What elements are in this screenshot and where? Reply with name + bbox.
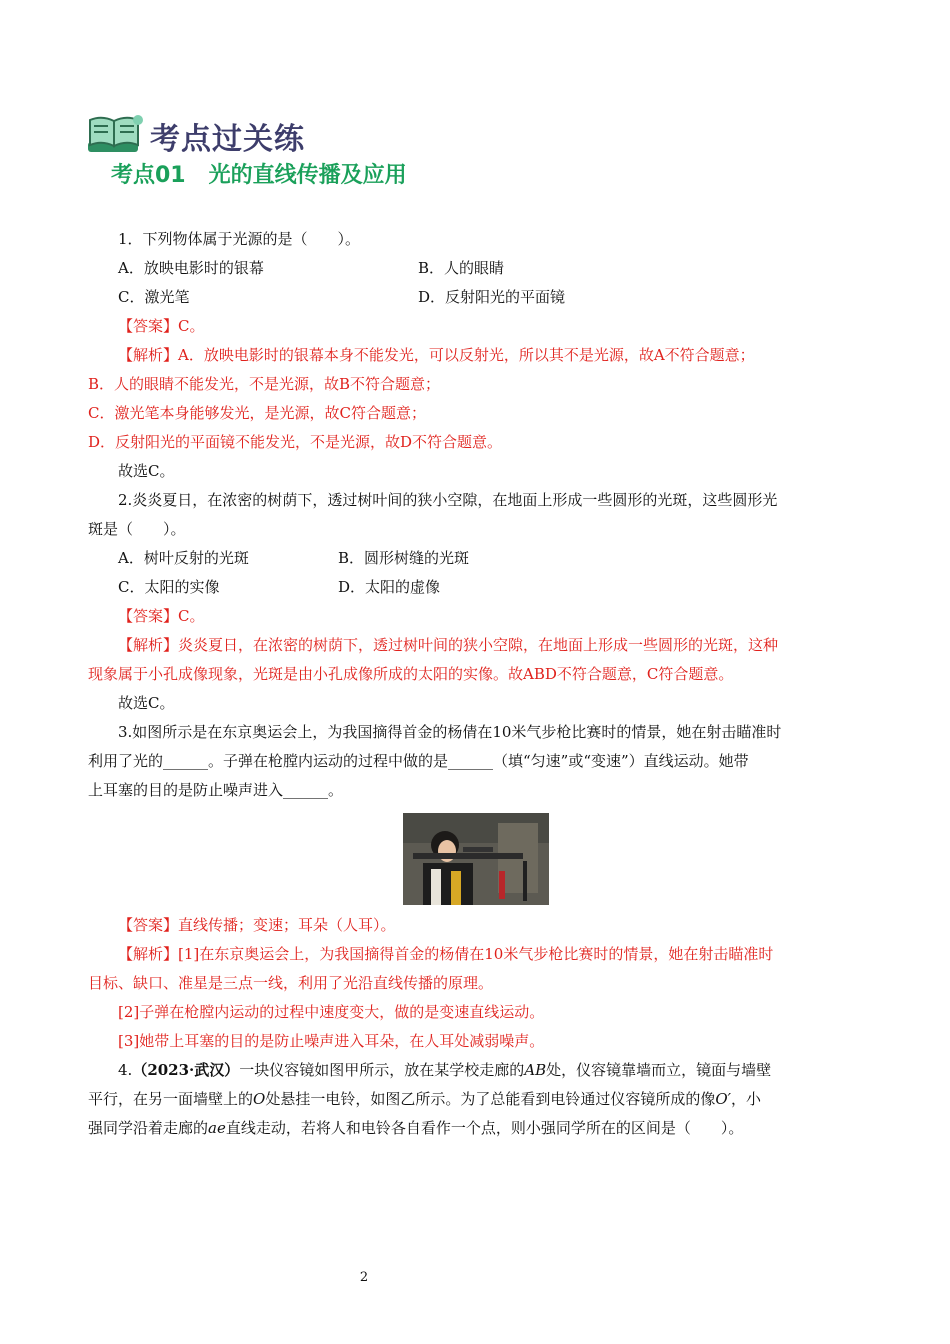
q4-source: （2023·武汉） (132, 1061, 240, 1079)
q1-conclusion: 故选C。 (118, 462, 175, 480)
answer-tag: 【答案】 (118, 916, 179, 934)
var-o: O (253, 1090, 266, 1108)
q2-option-c: C．太阳的实像 (118, 578, 220, 596)
answer-text: C。 (178, 607, 205, 625)
q1-analysis-4: D．反射阳光的平面镜不能发光，不是光源，故D不符合题意。 (88, 433, 503, 451)
q4-text: 直线走动，若将人和电铃各自看作一个点，则小强同学所在的区间是（ ）。 (225, 1119, 744, 1137)
q2-analysis-2: 现象属于小孔成像现象，光斑是由小孔成像所成的太阳的实像。故ABD不符合题意，C符合题意。 (88, 665, 734, 683)
q3-stem-1: 3.如图所示是在东京奥运会上，为我国摘得首金的杨倩在10米气步枪比赛时的情景，她在射击瞄准时 (118, 723, 782, 741)
q4-number: 4. (118, 1061, 133, 1079)
banner-title: 考点过关练 (150, 122, 305, 157)
q1-analysis-3: C．激光笔本身能够发光，是光源，故C符合题意； (88, 404, 426, 422)
q2-stem-2: 斑是（ ）。 (88, 520, 186, 538)
analysis-text: [1]在东京奥运会上，为我国摘得首金的杨倩在10米气步枪比赛时的情景，她在射击瞄准时 (178, 945, 774, 963)
answer-tag: 【答案】 (118, 607, 179, 625)
q4-stem-2 (88, 1085, 863, 1114)
analysis-text: 炎炎夏日，在浓密的树荫下，透过树叶间的狭小空隙，在地面上形成一些圆形的光斑，这种 (178, 636, 779, 654)
q3-stem-2: 利用了光的______。子弹在枪膛内运动的过程中做的是______（填“匀速”或“变速”）直线运动。她带 (88, 752, 749, 770)
q2-option-a: A．树叶反射的光斑 (118, 549, 249, 567)
q3-stem-3: 上耳塞的目的是防止噪声进入______。 (88, 781, 344, 799)
q4-stem-1 (88, 1056, 863, 1085)
q4-text: ，小 (731, 1090, 762, 1108)
q2-option-b: B．圆形树缝的光斑 (338, 549, 470, 567)
q2-stem-1: 2.炎炎夏日，在浓密的树荫下，透过树叶间的狭小空隙，在地面上形成一些圆形的光斑，这些圆形光 (118, 491, 778, 509)
answer-tag: 【答案】 (118, 317, 179, 335)
q3-analysis-1 (88, 940, 863, 969)
q1-stem: 1．下列物体属于光源的是（ ）。 (118, 230, 361, 248)
q3-answer (88, 911, 863, 940)
analysis-text: A．放映电影时的银幕本身不能发光，可以反射光，所以其不是光源，故A不符合题意； (178, 346, 755, 364)
book-icon (86, 112, 144, 160)
var-o-prime: O′ (715, 1090, 732, 1108)
q1-analysis-2: B．人的眼睛不能发光，不是光源，故B不符合题意； (88, 375, 441, 393)
q1-option-c: C．激光笔 (118, 288, 190, 306)
q4-text: 处悬挂一电铃，如图乙所示。为了总能看到电铃通过仪容镜所成的像 (265, 1090, 716, 1108)
answer-text: 直线传播；变速；耳朵（人耳）。 (178, 916, 396, 934)
q1-option-d: D．反射阳光的平面镜 (418, 288, 566, 306)
q2-option-d: D．太阳的虚像 (338, 578, 441, 596)
q4-stem-3 (88, 1114, 863, 1143)
q2-conclusion: 故选C。 (118, 694, 175, 712)
q2-options-row-1 (88, 544, 863, 573)
q1-option-b: B．人的眼睛 (418, 259, 505, 277)
q4-text: 一块仪容镜如图甲所示，放在某学校走廊的 (239, 1061, 525, 1079)
q2-answer (88, 602, 863, 631)
analysis-tag: 【解析】 (118, 636, 179, 654)
section-heading: 考点01 光的直线传播及应用 (111, 163, 407, 188)
section-banner (86, 114, 305, 158)
analysis-tag: 【解析】 (118, 945, 179, 963)
q1-answer (88, 312, 863, 341)
q4-text: 处，仪容镜靠墙而立，镜面与墙壁 (546, 1061, 772, 1079)
var-ab: AB (524, 1061, 547, 1079)
analysis-tag: 【解析】 (118, 346, 179, 364)
q1-options-row-1 (88, 254, 863, 283)
q3-analysis-2: 目标、缺口、准星是三点一线，利用了光沿直线传播的原理。 (88, 974, 494, 992)
document-body (88, 225, 863, 1143)
q3-analysis-4: [3]她带上耳塞的目的是防止噪声进入耳朵，在人耳处减弱噪声。 (118, 1032, 545, 1050)
q1-option-a: A．放映电影时的银幕 (118, 259, 264, 277)
var-ae: ae (208, 1119, 226, 1137)
q1-options-row-2 (88, 283, 863, 312)
q4-text: 平行，在另一面墙壁上的 (88, 1090, 254, 1108)
page-number: 2 (359, 1270, 369, 1285)
q4-text: 强同学沿着走廊的 (88, 1119, 209, 1137)
q2-options-row-2 (88, 573, 863, 602)
answer-text: C。 (178, 317, 205, 335)
q2-analysis-1 (88, 631, 863, 660)
shooter-photo (88, 813, 863, 905)
q3-analysis-3: [2]子弹在枪膛内运动的过程中速度变大，做的是变速直线运动。 (118, 1003, 545, 1021)
q1-analysis-1 (88, 341, 863, 370)
